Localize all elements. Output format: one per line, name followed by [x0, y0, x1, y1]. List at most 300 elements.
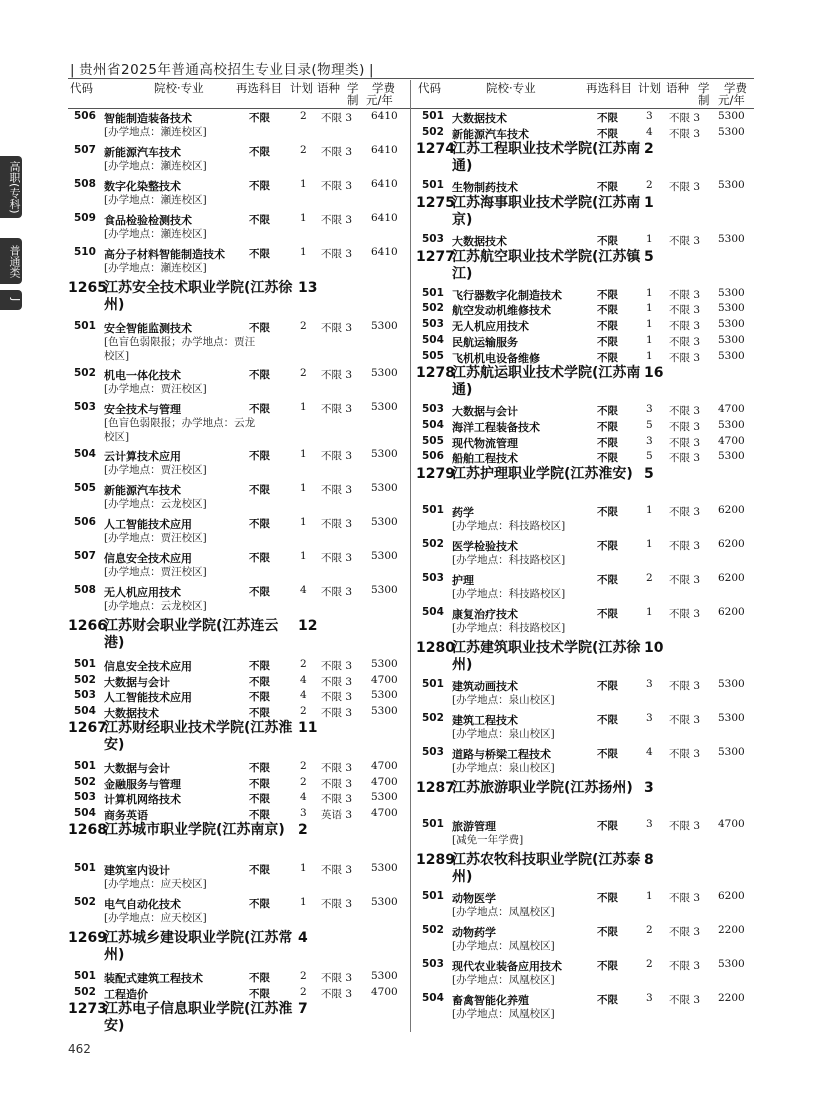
major-name: 安全技术与管理: [104, 403, 181, 416]
major-plan: 1: [300, 550, 307, 562]
major-plan: 4: [300, 689, 307, 701]
col-subject: 再选科目: [586, 81, 632, 95]
col-lang: 语种: [317, 81, 340, 95]
major-lang: 英语 3: [321, 808, 353, 821]
major-name: 大数据与会计: [452, 405, 518, 419]
major-row: [74, 246, 404, 280]
major-note: [办学地点：云龙校区]: [104, 600, 207, 612]
major-fee: 5300: [371, 791, 398, 803]
major-code: 506: [74, 110, 96, 122]
major-name: 建筑室内设计: [104, 864, 170, 877]
major-row: [422, 924, 752, 958]
major-code: 508: [74, 584, 96, 596]
institution-row: [68, 280, 404, 320]
major-fee: 5300: [371, 584, 398, 596]
major-name: 海洋工程装备技术: [452, 420, 540, 434]
major-subject: 不限: [597, 925, 618, 938]
side-tab-letter: J: [0, 290, 22, 310]
major-lang: 不限 3: [321, 518, 353, 530]
major-plan: 1: [646, 333, 653, 346]
major-plan: 4: [646, 745, 653, 758]
major-subject: 不限: [597, 420, 618, 433]
major-code: 505: [422, 349, 444, 362]
major-row: [74, 791, 404, 807]
major-lang: 不限 3: [669, 304, 701, 317]
institution-code: 1289: [416, 851, 455, 868]
major-name: 航空发动机维修技术: [452, 304, 551, 318]
major-note: [色盲色弱限报；办学地点：贾汪校区]: [104, 336, 256, 362]
institution-code: 1273: [68, 1001, 107, 1017]
major-subject: 不限: [597, 713, 618, 726]
institution-plan: 10: [644, 639, 664, 656]
major-row: [422, 712, 752, 746]
major-subject: 不限: [597, 288, 618, 301]
institution-plan: 7: [298, 1001, 308, 1017]
major-fee: 5300: [371, 704, 398, 717]
major-code: 504: [422, 418, 444, 431]
col-subject: 再选科目: [236, 81, 282, 95]
major-fee: 6410: [371, 212, 398, 224]
major-fee: 5300: [371, 401, 398, 413]
major-row: [74, 550, 404, 584]
major-name: 新能源汽车技术: [104, 146, 181, 159]
major-row: [422, 419, 752, 435]
major-note: [办学地点：凤凰校区]: [452, 905, 555, 918]
major-note: [减免一年学费]: [452, 833, 524, 846]
major-name: 动物药学: [452, 925, 496, 939]
major-plan: 1: [300, 212, 307, 224]
major-lang: 不限 3: [669, 351, 701, 364]
col-lang: 语种: [666, 81, 689, 95]
major-fee: 2200: [718, 923, 745, 936]
major-lang: 不限 3: [321, 691, 353, 703]
major-subject: 不限: [597, 181, 618, 194]
major-row: [422, 318, 752, 334]
major-name: 商务英语: [104, 808, 148, 822]
major-lang: 不限 3: [321, 987, 353, 1000]
major-lang: 不限 3: [669, 891, 701, 904]
major-subject: 不限: [597, 235, 618, 248]
institution-row: [416, 141, 752, 179]
institution-name: 江苏建筑职业技术学院(江苏徐州): [452, 639, 641, 673]
major-plan: 3: [646, 677, 653, 690]
major-name: 药学: [452, 505, 474, 519]
side-tab-gaozhi: 高职(专科): [0, 156, 22, 218]
institution-name: 江苏海事职业技术学院(江苏南京): [452, 195, 641, 229]
major-code: 509: [74, 212, 96, 224]
institution-name: 江苏财会职业学院(江苏连云港): [104, 618, 279, 651]
major-code: 503: [74, 689, 96, 701]
major-row: [74, 776, 404, 792]
major-name: 康复治疗技术: [452, 607, 518, 621]
institution-row: [68, 720, 404, 760]
major-code: 503: [422, 745, 444, 758]
major-fee: 5300: [718, 349, 745, 362]
institution-name: 江苏旅游职业学院(江苏扬州): [452, 779, 633, 796]
major-plan: 4: [300, 791, 307, 803]
major-fee: 6200: [718, 605, 745, 618]
major-code: 506: [74, 516, 96, 528]
major-plan: 3: [300, 806, 307, 819]
major-name: 云计算技术应用: [104, 450, 181, 463]
major-subject: 不限: [249, 864, 270, 876]
institution-plan: 11: [298, 720, 318, 736]
major-fee: 6410: [371, 144, 398, 156]
major-plan: 4: [646, 125, 653, 138]
institution-row: [416, 365, 752, 403]
major-row: [74, 862, 404, 896]
major-note: [办学地点：应天校区]: [104, 912, 207, 924]
major-code: 504: [422, 991, 444, 1004]
major-subject: 不限: [597, 304, 618, 317]
major-plan: 4: [300, 584, 307, 596]
institution-code: 1279: [416, 465, 455, 482]
major-row: [422, 572, 752, 606]
major-plan: 3: [646, 711, 653, 724]
major-row: [74, 212, 404, 246]
major-fee: 5300: [718, 233, 745, 246]
major-fee: 6200: [718, 503, 745, 516]
major-subject: 不限: [597, 959, 618, 972]
major-lang: 不限 3: [669, 679, 701, 692]
major-code: 502: [74, 673, 96, 686]
major-fee: 4700: [371, 673, 398, 686]
major-code: 508: [74, 178, 96, 190]
major-code: 502: [422, 537, 444, 550]
major-subject: 不限: [249, 484, 270, 496]
major-row: [74, 807, 404, 823]
major-row: [422, 992, 752, 1026]
major-subject: 不限: [597, 351, 618, 364]
major-fee: 4700: [371, 775, 398, 788]
institution-code: 1277: [416, 248, 455, 265]
major-plan: 2: [300, 144, 307, 156]
major-subject: 不限: [249, 987, 270, 1000]
major-row: [74, 705, 404, 721]
col-fee-1: 学费: [724, 81, 747, 95]
major-code: 501: [422, 889, 444, 902]
major-row: [422, 435, 752, 451]
major-plan: 4: [300, 673, 307, 686]
major-code: 506: [422, 450, 444, 463]
major-note: [办学地点：云龙校区]: [104, 498, 207, 510]
institution-name: 江苏电子信息职业学院(江苏淮安): [104, 1001, 293, 1034]
major-subject: 不限: [249, 691, 270, 703]
major-code: 507: [74, 144, 96, 156]
major-subject: 不限: [249, 403, 270, 415]
major-row: [422, 233, 752, 249]
major-code: 502: [74, 896, 96, 908]
major-subject: 不限: [597, 452, 618, 465]
major-note: [办学地点：瀬连校区]: [104, 262, 207, 274]
major-plan: 1: [300, 896, 307, 908]
col-plan: 计划: [290, 81, 313, 95]
major-row: [74, 482, 404, 516]
col-fee-2: 元/年: [366, 93, 393, 107]
major-lang: 不限 3: [669, 112, 701, 124]
institution-plan: 5: [644, 248, 654, 265]
major-fee: 5300: [718, 957, 745, 970]
major-subject: 不限: [249, 808, 270, 821]
major-subject: 不限: [597, 747, 618, 760]
major-lang: 不限 3: [669, 181, 701, 194]
major-row: [422, 450, 752, 466]
major-row: [74, 516, 404, 550]
major-code: 502: [422, 302, 444, 315]
major-row: [74, 584, 404, 618]
major-row: [74, 401, 404, 448]
major-fee: 5300: [371, 482, 398, 494]
major-name: 新能源汽车技术: [104, 484, 181, 497]
major-lang: 不限 3: [321, 403, 353, 415]
major-code: 507: [74, 550, 96, 562]
major-plan: 2: [300, 704, 307, 717]
major-lang: 不限 3: [321, 484, 353, 496]
major-row: [422, 890, 752, 924]
major-subject: 不限: [249, 322, 270, 334]
major-note: [办学地点：瀬连校区]: [104, 228, 207, 240]
major-name: 信息安全技术应用: [104, 660, 192, 673]
major-fee: 5300: [718, 302, 745, 315]
major-name: 船舶工程技术: [452, 452, 518, 466]
major-plan: 3: [646, 817, 653, 830]
major-fee: 5300: [371, 448, 398, 460]
major-plan: 1: [646, 286, 653, 299]
major-note: [办学地点：科技路校区]: [452, 519, 566, 532]
major-lang: 不限 3: [669, 925, 701, 938]
major-fee: 5300: [371, 320, 398, 332]
major-fee: 6410: [371, 246, 398, 258]
major-subject: 不限: [597, 679, 618, 692]
major-fee: 5300: [718, 110, 745, 122]
major-plan: 3: [646, 991, 653, 1004]
major-subject: 不限: [597, 335, 618, 348]
page-number: 462: [68, 1042, 91, 1056]
major-subject: 不限: [249, 214, 270, 226]
major-fee: 5300: [371, 367, 398, 379]
major-row: [74, 367, 404, 401]
major-plan: 5: [646, 418, 653, 431]
major-lang: 不限 3: [321, 180, 353, 192]
major-row: [74, 658, 404, 674]
major-plan: 2: [646, 923, 653, 936]
major-subject: 不限: [597, 320, 618, 333]
institution-plan: 3: [644, 779, 654, 796]
major-subject: 不限: [597, 607, 618, 620]
major-fee: 5300: [371, 970, 398, 982]
major-row: [74, 970, 404, 986]
major-name: 智能制造装备技术: [104, 112, 192, 125]
major-row: [422, 302, 752, 318]
major-subject: 不限: [597, 891, 618, 904]
major-name: 现代物流管理: [452, 436, 518, 450]
major-note: [办学地点：瀬连校区]: [104, 160, 207, 172]
major-row: [74, 986, 404, 1002]
institution-code: 1274: [416, 141, 455, 158]
major-name: 新能源汽车技术: [452, 127, 529, 141]
major-code: 503: [422, 233, 444, 246]
major-note: [办学地点：瀬连校区]: [104, 194, 207, 206]
major-name: 食品检验检测技术: [104, 214, 192, 227]
major-note: [办学地点：贾汪校区]: [104, 383, 207, 395]
major-plan: 3: [646, 434, 653, 447]
institution-code: 1265: [68, 280, 107, 296]
major-lang: 不限 3: [321, 793, 353, 805]
major-plan: 5: [646, 450, 653, 463]
major-row: [74, 448, 404, 482]
major-subject: 不限: [249, 146, 270, 158]
col-years-1: 学: [347, 81, 359, 95]
major-lang: 不限 3: [321, 898, 353, 910]
major-subject: 不限: [597, 819, 618, 832]
institution-plan: 16: [644, 365, 664, 382]
major-lang: 不限 3: [669, 127, 701, 140]
institution-code: 1269: [68, 930, 107, 946]
institution-row: [68, 618, 404, 658]
major-name: 工程造价: [104, 987, 148, 1001]
major-plan: 2: [300, 367, 307, 379]
major-row: [422, 606, 752, 640]
major-subject: 不限: [249, 793, 270, 805]
institution-name: 江苏农牧科技职业学院(江苏泰州): [452, 851, 641, 885]
major-name: 装配式建筑工程技术: [104, 972, 203, 985]
major-subject: 不限: [249, 518, 270, 530]
major-fee: 4700: [718, 434, 745, 447]
major-note: [办学地点：应天校区]: [104, 878, 207, 890]
major-fee: 5300: [371, 862, 398, 874]
major-subject: 不限: [597, 436, 618, 449]
major-code: 501: [74, 760, 96, 772]
major-lang: 不限 3: [669, 405, 701, 418]
institution-code: 1278: [416, 365, 455, 382]
major-row: [74, 320, 404, 367]
major-lang: 不限 3: [669, 747, 701, 760]
major-name: 无人机应用技术: [104, 586, 181, 599]
institution-name: 江苏城乡建设职业学院(江苏常州): [104, 930, 293, 963]
col-years-2: 制: [698, 93, 710, 107]
major-code: 505: [74, 482, 96, 494]
major-fee: 5300: [718, 286, 745, 299]
major-name: 生物制药技术: [452, 181, 518, 195]
institution-row: [416, 851, 752, 890]
major-fee: 4700: [371, 806, 398, 819]
major-lang: 不限 3: [321, 369, 353, 381]
major-fee: 4700: [718, 403, 745, 416]
major-code: 501: [422, 817, 444, 830]
major-lang: 不限 3: [321, 552, 353, 564]
institution-code: 1275: [416, 195, 455, 212]
major-name: 畜禽智能化养殖: [452, 993, 529, 1007]
major-note: [办学地点：贾汪校区]: [104, 464, 207, 476]
major-lang: 不限 3: [321, 450, 353, 462]
major-plan: 2: [646, 571, 653, 584]
major-fee: 5300: [718, 318, 745, 331]
major-code: 501: [74, 320, 96, 332]
institution-name: 江苏城市职业学院(江苏南京): [104, 822, 285, 838]
major-row: [422, 110, 752, 126]
major-note: [办学地点：泉山校区]: [452, 693, 555, 706]
major-row: [74, 760, 404, 776]
institution-row: [68, 822, 404, 862]
column-divider: [410, 80, 411, 1032]
institution-code: 1266: [68, 618, 107, 634]
major-fee: 5300: [371, 658, 398, 670]
major-note: [办学地点：科技路校区]: [452, 553, 566, 566]
major-name: 无人机应用技术: [452, 320, 529, 334]
major-subject: 不限: [249, 248, 270, 260]
major-code: 503: [74, 401, 96, 413]
major-subject: 不限: [249, 762, 270, 774]
major-plan: 2: [300, 775, 307, 788]
major-lang: 不限 3: [669, 235, 701, 248]
major-plan: 1: [646, 605, 653, 618]
major-fee: 6410: [371, 178, 398, 190]
major-subject: 不限: [249, 586, 270, 598]
major-lang: 不限 3: [321, 777, 353, 790]
major-plan: 2: [300, 320, 307, 332]
major-fee: 5300: [718, 333, 745, 346]
major-fee: 4700: [371, 760, 398, 772]
major-code: 501: [422, 110, 444, 122]
right-column: [416, 110, 752, 1026]
major-plan: 1: [300, 178, 307, 190]
major-plan: 1: [646, 889, 653, 902]
major-subject: 不限: [249, 112, 270, 124]
institution-name: 江苏财经职业技术学院(江苏淮安): [104, 720, 293, 753]
major-subject: 不限: [249, 369, 270, 381]
major-lang: 不限 3: [321, 214, 353, 226]
major-subject: 不限: [249, 552, 270, 564]
major-plan: 1: [300, 246, 307, 258]
major-code: 503: [422, 403, 444, 416]
major-name: 金融服务与管理: [104, 777, 181, 791]
major-name: 旅游管理: [452, 819, 496, 833]
major-code: 501: [74, 862, 96, 874]
major-plan: 1: [300, 482, 307, 494]
major-code: 510: [74, 246, 96, 258]
major-row: [422, 179, 752, 195]
major-note: [办学地点：科技路校区]: [452, 621, 566, 634]
major-code: 504: [422, 605, 444, 618]
institution-row: [416, 639, 752, 678]
major-fee: 5300: [371, 896, 398, 908]
major-code: 501: [74, 970, 96, 982]
major-row: [422, 818, 752, 852]
left-column-header: [68, 80, 408, 108]
col-school: 院校·专业: [486, 81, 536, 95]
major-plan: 1: [646, 318, 653, 331]
major-lang: 不限 3: [669, 607, 701, 620]
institution-name: 江苏航空职业技术学院(江苏镇江): [452, 248, 641, 282]
major-lang: 不限 3: [321, 864, 353, 876]
major-code: 505: [422, 434, 444, 447]
major-row: [74, 674, 404, 690]
major-fee: 5300: [371, 516, 398, 528]
major-plan: 2: [646, 179, 653, 192]
major-subject: 不限: [597, 539, 618, 552]
col-code: 代码: [70, 81, 93, 95]
page-header-title: | 贵州省2025年普通高校招生专业目录(物理类) |: [70, 58, 374, 78]
major-lang: 不限 3: [321, 586, 353, 598]
left-column: [68, 110, 404, 1041]
major-name: 道路与桥梁工程技术: [452, 747, 551, 761]
major-lang: 不限 3: [321, 248, 353, 260]
side-tab-putong: 普通类: [0, 238, 22, 284]
major-plan: 2: [300, 970, 307, 982]
major-plan: 1: [300, 401, 307, 413]
major-fee: 5300: [718, 711, 745, 724]
major-lang: 不限 3: [321, 762, 353, 774]
